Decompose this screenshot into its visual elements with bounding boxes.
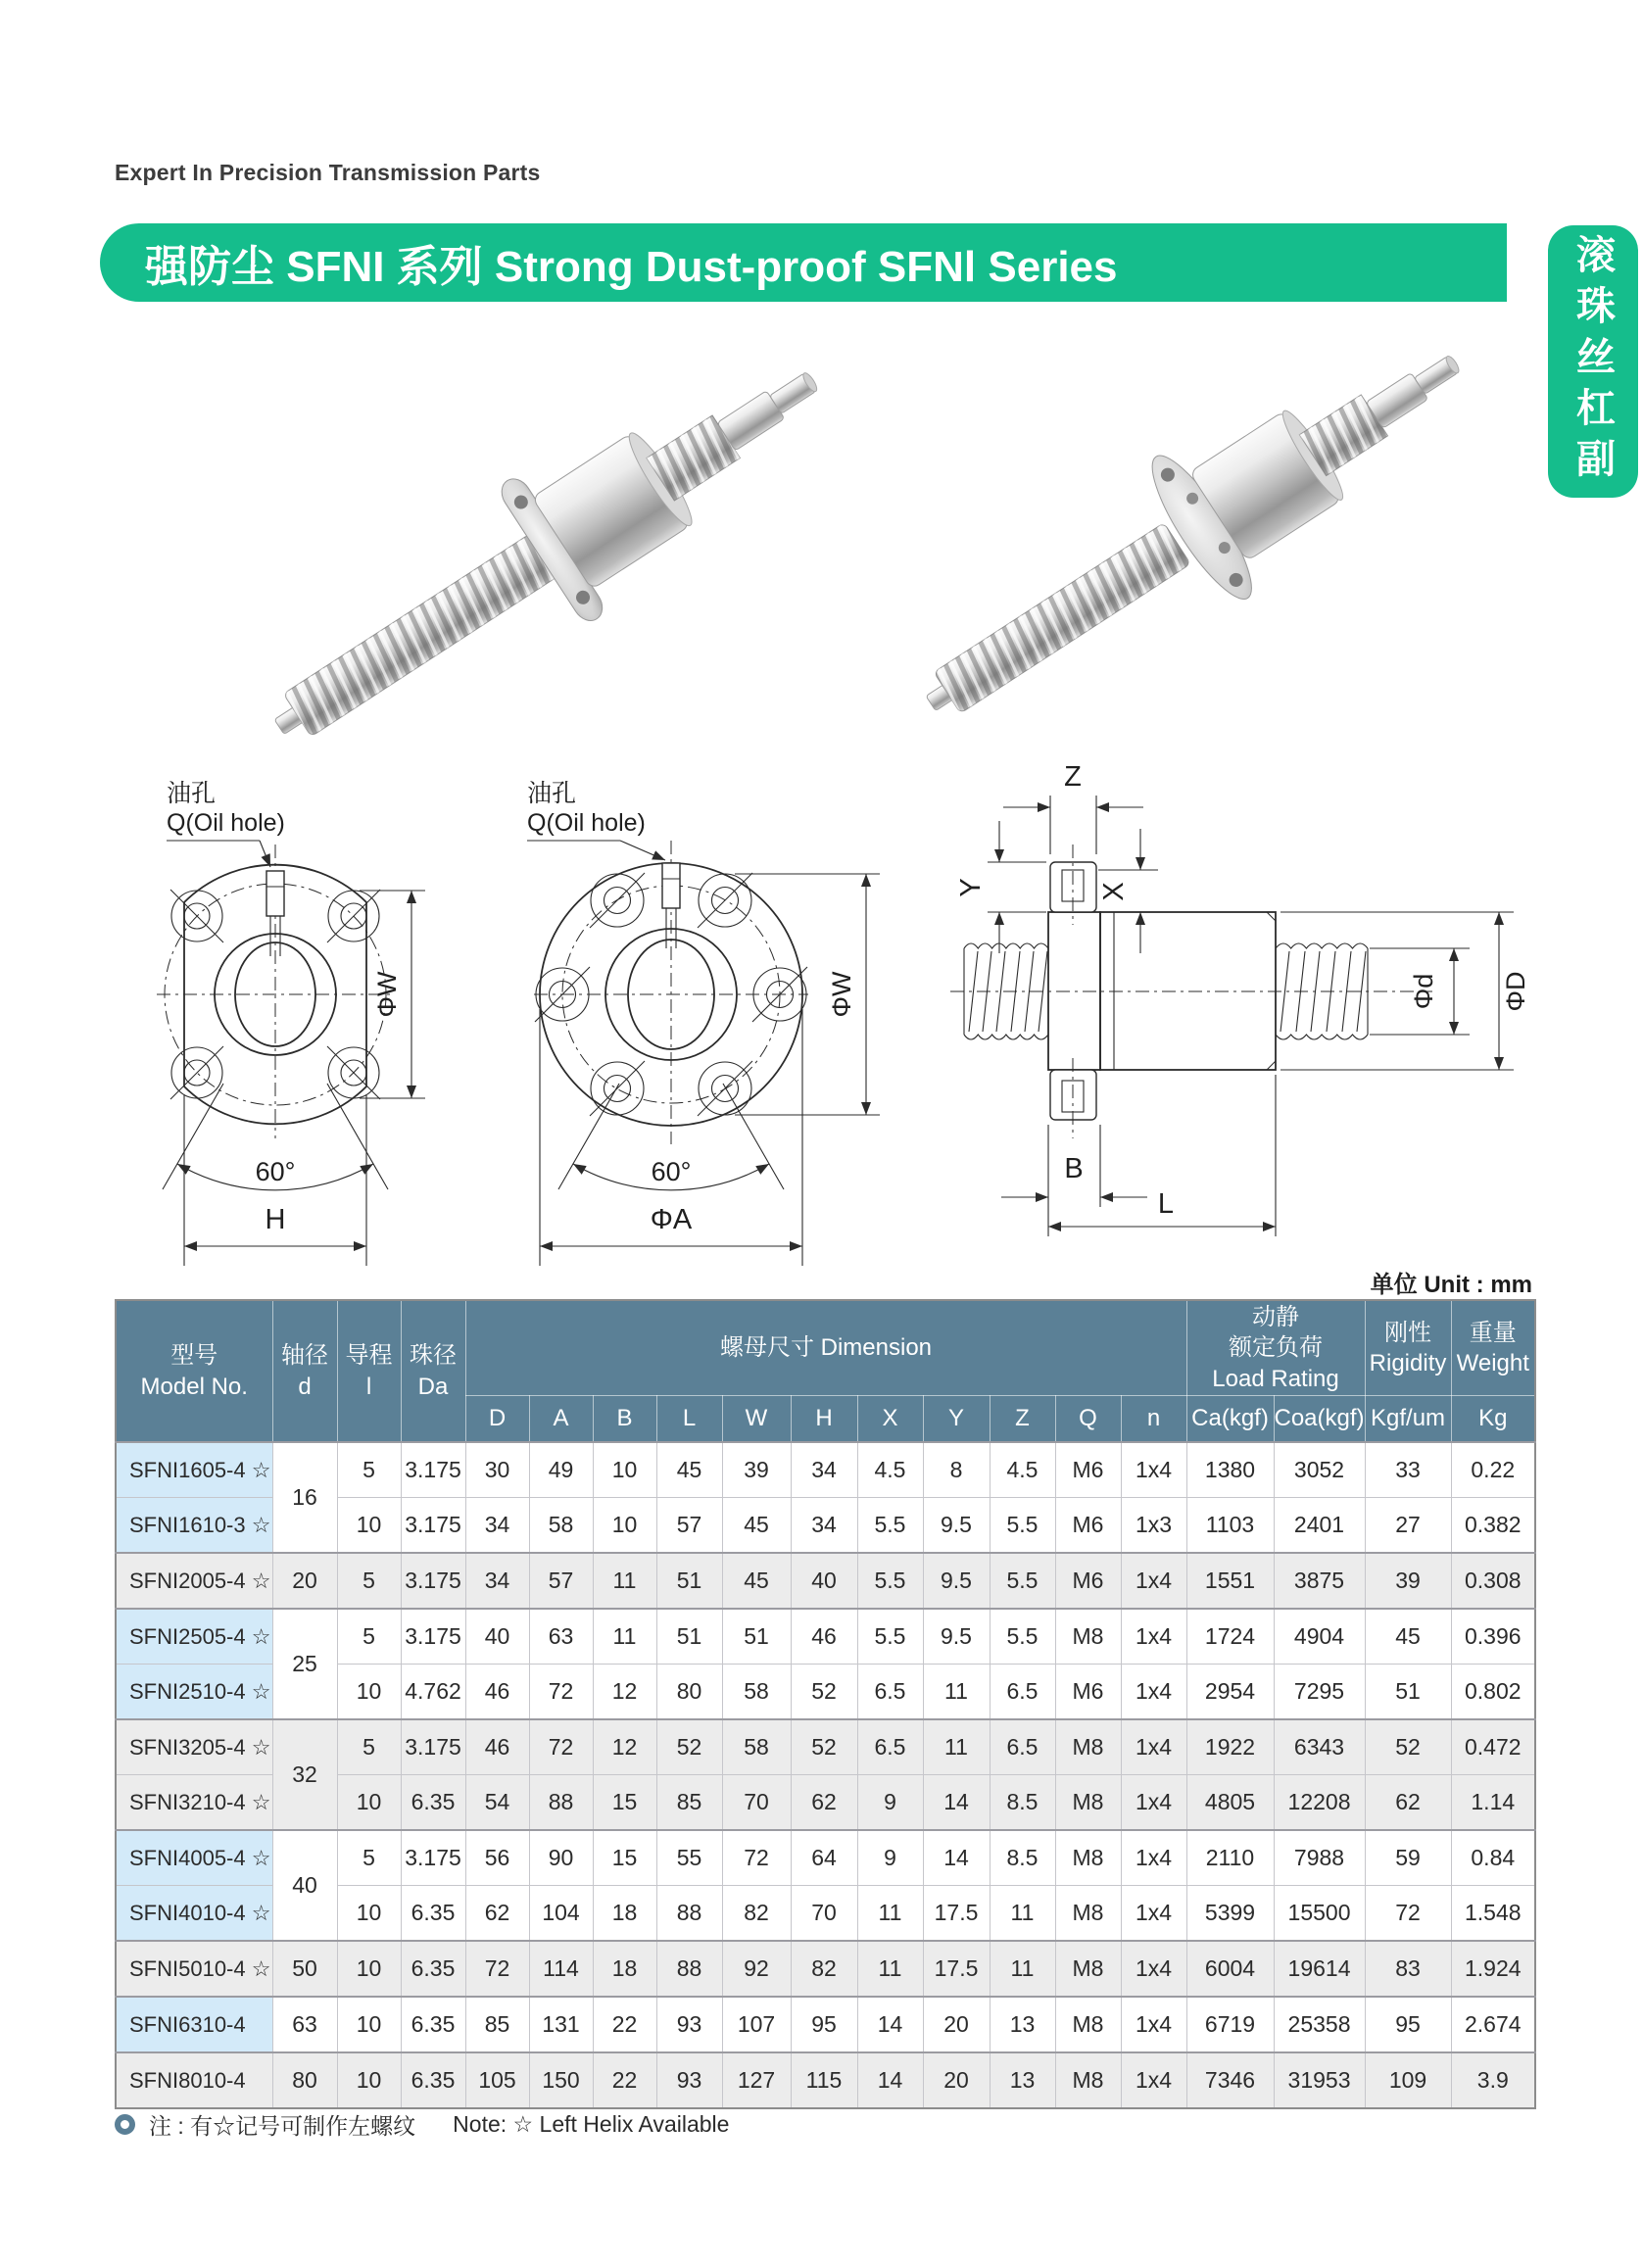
cell: 1103 (1186, 1498, 1274, 1554)
oil-hole-label-zh: 油孔 (527, 780, 577, 807)
cell: 0.308 (1451, 1553, 1535, 1609)
cell: 1x4 (1121, 1609, 1186, 1665)
cell: 115 (791, 2052, 857, 2108)
cell: 17.5 (923, 1941, 990, 1997)
cell: 5.5 (857, 1498, 923, 1554)
cell: 1x3 (1121, 1498, 1186, 1554)
cell: 1x4 (1121, 2052, 1186, 2108)
cell: 27 (1365, 1498, 1451, 1554)
cell: 18 (593, 1941, 656, 1997)
cell: 20 (272, 1553, 337, 1609)
cell: 8 (923, 1442, 990, 1498)
cell: 14 (857, 2052, 923, 2108)
cell: 45 (1365, 1609, 1451, 1665)
cell: 131 (529, 1997, 593, 2052)
cell: 11 (593, 1553, 656, 1609)
cell: 0.802 (1451, 1665, 1535, 1720)
footnote (115, 2108, 729, 2141)
cell: 0.22 (1451, 1442, 1535, 1498)
cell: 93 (656, 2052, 722, 2108)
cell: M8 (1055, 1775, 1121, 1831)
cell: 72 (529, 1665, 593, 1720)
cell: 6.35 (401, 1775, 465, 1831)
cell: 25358 (1274, 1997, 1365, 2052)
cell: 1.548 (1451, 1886, 1535, 1942)
cell: 10 (593, 1498, 656, 1554)
cell: 4.5 (990, 1442, 1055, 1498)
cell: 1551 (1186, 1553, 1274, 1609)
cell: 62 (1365, 1775, 1451, 1831)
cell: 7988 (1274, 1830, 1365, 1886)
cell: 72 (1365, 1886, 1451, 1942)
table-row (116, 1719, 1535, 1775)
cell: 55 (656, 1830, 722, 1886)
col-header-weight: 重量 Weight (1451, 1300, 1535, 1396)
oil-nipple-bottom (1050, 1058, 1096, 1138)
title-banner (100, 223, 1507, 302)
cell: 11 (857, 1941, 923, 1997)
col-subheader: L (656, 1396, 722, 1443)
cell: 150 (529, 2052, 593, 2108)
cell: 1724 (1186, 1609, 1274, 1665)
side-view-section (950, 761, 1530, 1236)
cell: 1x4 (1121, 1997, 1186, 2052)
dim-label-phid: Φd (1409, 973, 1438, 1010)
dim-label-Y: Y (955, 878, 987, 897)
oil-hole-label-zh: 油孔 (167, 780, 217, 807)
cell: 5.5 (857, 1553, 923, 1609)
col-subheader: Coa(kgf) (1274, 1396, 1365, 1443)
cell: 1922 (1186, 1719, 1274, 1775)
cell: 58 (529, 1498, 593, 1554)
cell: 50 (272, 1941, 337, 1997)
col-header-shaft-dia: 轴径 d (272, 1300, 337, 1442)
col-header-ball-dia: 珠径 Da (401, 1300, 465, 1442)
col-subheader: Z (990, 1396, 1055, 1443)
cell: 40 (791, 1553, 857, 1609)
cell: 51 (656, 1553, 722, 1609)
col-subheader: H (791, 1396, 857, 1443)
dim-label-B: B (1064, 1153, 1084, 1184)
cell: 6.35 (401, 1997, 465, 2052)
col-subheader: X (857, 1396, 923, 1443)
cell: 6343 (1274, 1719, 1365, 1775)
cell: 5 (337, 1553, 401, 1609)
cell: 46 (791, 1609, 857, 1665)
cell: 18 (593, 1886, 656, 1942)
cell: 15 (593, 1830, 656, 1886)
dim-label-X: X (1098, 882, 1130, 901)
cell: 19614 (1274, 1941, 1365, 1997)
col-header-model: 型号 Model No. (116, 1300, 272, 1442)
cell: 57 (529, 1553, 593, 1609)
model-cell: SFNI4010-4 ☆ (116, 1886, 272, 1942)
cell: 5.5 (990, 1498, 1055, 1554)
cell: 45 (722, 1553, 791, 1609)
col-header-dimension: 螺母尺寸 Dimension (465, 1300, 1186, 1396)
cell: 34 (791, 1498, 857, 1554)
cell: 88 (529, 1775, 593, 1831)
cell: 3.175 (401, 1498, 465, 1554)
cell: 10 (337, 1775, 401, 1831)
cell: 63 (529, 1609, 593, 1665)
cell: 0.382 (1451, 1498, 1535, 1554)
cell: 80 (656, 1665, 722, 1720)
cell: M8 (1055, 1719, 1121, 1775)
side-tab-ball-screw (1548, 225, 1638, 498)
cell: 39 (1365, 1553, 1451, 1609)
col-subheader: W (722, 1396, 791, 1443)
cell: 8.5 (990, 1830, 1055, 1886)
cell: 20 (923, 2052, 990, 2108)
cell: 62 (791, 1775, 857, 1831)
cell: 9.5 (923, 1609, 990, 1665)
col-header-load-rating: 动静 额定负荷 Load Rating (1186, 1300, 1365, 1396)
cell: 3.175 (401, 1719, 465, 1775)
cell: 6.5 (990, 1665, 1055, 1720)
col-subheader: n (1121, 1396, 1186, 1443)
col-subheader: B (593, 1396, 656, 1443)
table-row (116, 1553, 1535, 1609)
cell: 1x4 (1121, 1719, 1186, 1775)
model-cell: SFNI6310-4 (116, 1997, 272, 2052)
cell: 70 (722, 1775, 791, 1831)
cell: 1x4 (1121, 1442, 1186, 1498)
cell: 105 (465, 2052, 529, 2108)
cell: 104 (529, 1886, 593, 1942)
cell: 13 (990, 1997, 1055, 2052)
oil-hole-nipple (662, 863, 680, 948)
col-subheader: Ca(kgf) (1186, 1396, 1274, 1443)
cell: 3875 (1274, 1553, 1365, 1609)
cell: 11 (857, 1886, 923, 1942)
cell: 46 (465, 1665, 529, 1720)
cell: M8 (1055, 2052, 1121, 2108)
cell: 1x4 (1121, 1886, 1186, 1942)
cell: 88 (656, 1886, 722, 1942)
model-cell: SFNI4005-4 ☆ (116, 1830, 272, 1886)
front-view-square-flange (157, 780, 425, 1266)
cell: 6.35 (401, 1941, 465, 1997)
dim-label-phiD: ΦD (1501, 971, 1530, 1012)
dim-label-phiW: ΦW (827, 971, 856, 1018)
tagline: Expert In Precision Transmission Parts (115, 160, 541, 185)
cell: 39 (722, 1442, 791, 1498)
cell: 127 (722, 2052, 791, 2108)
cell: 51 (722, 1609, 791, 1665)
cell: 0.472 (1451, 1719, 1535, 1775)
unit-label: 单位 Unit : mm (1370, 1272, 1532, 1298)
cell: 7295 (1274, 1665, 1365, 1720)
cell: 2110 (1186, 1830, 1274, 1886)
cell: 34 (465, 1553, 529, 1609)
cell: 6.5 (857, 1719, 923, 1775)
cell: 1.924 (1451, 1941, 1535, 1997)
ring-icon (115, 2114, 135, 2135)
cell: 11 (923, 1719, 990, 1775)
cell: 1x4 (1121, 1553, 1186, 1609)
model-cell: SFNI5010-4 ☆ (116, 1941, 272, 1997)
technical-drawings (98, 754, 1538, 1283)
cell: 10 (337, 1498, 401, 1554)
cell: 3.175 (401, 1553, 465, 1609)
cell: 5 (337, 1830, 401, 1886)
cell: 22 (593, 2052, 656, 2108)
table-row (116, 1609, 1535, 1665)
cell: 56 (465, 1830, 529, 1886)
cell: 90 (529, 1830, 593, 1886)
cell: 22 (593, 1997, 656, 2052)
cell: M6 (1055, 1498, 1121, 1554)
cell: 85 (465, 1997, 529, 2052)
cell: 72 (465, 1941, 529, 1997)
cell: 9 (857, 1775, 923, 1831)
cell: 58 (722, 1665, 791, 1720)
spec-table (115, 1299, 1536, 2109)
cell: 57 (656, 1498, 722, 1554)
model-cell: SFNI3205-4 ☆ (116, 1719, 272, 1775)
col-subheader: Q (1055, 1396, 1121, 1443)
oil-hole-label-en: Q(Oil hole) (167, 809, 285, 837)
cell: 10 (337, 1997, 401, 2052)
front-view-round-flange (527, 780, 880, 1266)
cell: 45 (656, 1442, 722, 1498)
cell: 11 (593, 1609, 656, 1665)
cell: 11 (923, 1665, 990, 1720)
cell: 64 (791, 1830, 857, 1886)
cell: 0.84 (1451, 1830, 1535, 1886)
dim-label-L: L (1157, 1188, 1175, 1220)
cell: 14 (923, 1830, 990, 1886)
cell: M8 (1055, 1886, 1121, 1942)
cell: 14 (857, 1997, 923, 2052)
cell: 12208 (1274, 1775, 1365, 1831)
cell: M8 (1055, 1609, 1121, 1665)
cell: 5399 (1186, 1886, 1274, 1942)
cell: 11 (990, 1941, 1055, 1997)
table-row (116, 2052, 1535, 2108)
cell: 6.5 (857, 1665, 923, 1720)
cell: 3.175 (401, 1830, 465, 1886)
col-subheader: D (465, 1396, 529, 1443)
cell: 33 (1365, 1442, 1451, 1498)
dim-label-H: H (265, 1204, 286, 1235)
cell: 3052 (1274, 1442, 1365, 1498)
cell: 6.35 (401, 2052, 465, 2108)
cell: 62 (465, 1886, 529, 1942)
cell: 6.35 (401, 1886, 465, 1942)
cell: 52 (656, 1719, 722, 1775)
cell: 12 (593, 1719, 656, 1775)
model-cell: SFNI2005-4 ☆ (116, 1553, 272, 1609)
cell: M8 (1055, 1941, 1121, 1997)
cell: 2401 (1274, 1498, 1365, 1554)
cell: 109 (1365, 2052, 1451, 2108)
cell: 5 (337, 1609, 401, 1665)
cell: 15500 (1274, 1886, 1365, 1942)
product-photos (196, 353, 1470, 774)
cell: 82 (722, 1886, 791, 1942)
cell: 92 (722, 1941, 791, 1997)
col-subheader: A (529, 1396, 593, 1443)
cell: 9.5 (923, 1498, 990, 1554)
cell: 16 (272, 1442, 337, 1553)
cell: 70 (791, 1886, 857, 1942)
cell: 40 (272, 1830, 337, 1941)
cell: 0.396 (1451, 1609, 1535, 1665)
cell: M6 (1055, 1442, 1121, 1498)
cell: 8.5 (990, 1775, 1055, 1831)
cell: 10 (337, 1886, 401, 1942)
cell: 14 (923, 1775, 990, 1831)
col-subheader: Kgf/um (1365, 1396, 1451, 1443)
cell: 9.5 (923, 1553, 990, 1609)
cell: 45 (722, 1498, 791, 1554)
cell: 10 (337, 2052, 401, 2108)
cell: 40 (465, 1609, 529, 1665)
cell: 95 (791, 1997, 857, 2052)
cell: 1x4 (1121, 1941, 1186, 1997)
cell: 72 (722, 1830, 791, 1886)
dim-label-angle: 60° (255, 1157, 296, 1186)
model-cell: SFNI8010-4 (116, 2052, 272, 2108)
cell: 1x4 (1121, 1775, 1186, 1831)
spec-table-body (116, 1442, 1535, 2108)
cell: 63 (272, 1997, 337, 2052)
table-row (116, 1997, 1535, 2052)
cell: 52 (791, 1719, 857, 1775)
cell: 82 (791, 1941, 857, 1997)
cell: 10 (337, 1941, 401, 1997)
dim-label-angle: 60° (651, 1157, 692, 1186)
cell: 9 (857, 1830, 923, 1886)
cell: 20 (923, 1997, 990, 2052)
footnote-zh: 注 : 有☆记号可制作左螺纹 (149, 2113, 416, 2139)
cell: 17.5 (923, 1886, 990, 1942)
cell: 31953 (1274, 2052, 1365, 2108)
cell: 1380 (1186, 1442, 1274, 1498)
cell: 4.762 (401, 1665, 465, 1720)
col-subheader: Y (923, 1396, 990, 1443)
cell: 80 (272, 2052, 337, 2108)
cell: 85 (656, 1775, 722, 1831)
cell: 32 (272, 1719, 337, 1830)
cell: 2.674 (1451, 1997, 1535, 2052)
table-row (116, 1830, 1535, 1886)
model-cell: SFNI1605-4 ☆ (116, 1442, 272, 1498)
cell: 49 (529, 1442, 593, 1498)
col-subheader: Kg (1451, 1396, 1535, 1443)
cell: 34 (465, 1498, 529, 1554)
cell: M8 (1055, 1997, 1121, 2052)
table-row (116, 1442, 1535, 1498)
cell: 11 (990, 1886, 1055, 1942)
dim-label-phiW: ΦW (372, 971, 402, 1018)
cell: 1x4 (1121, 1665, 1186, 1720)
cell: 3.175 (401, 1442, 465, 1498)
cell: 5.5 (990, 1609, 1055, 1665)
cell: 7346 (1186, 2052, 1274, 2108)
model-cell: SFNI2505-4 ☆ (116, 1609, 272, 1665)
model-cell: SFNI2510-4 ☆ (116, 1665, 272, 1720)
ball-screw-photo-square-flange (234, 353, 858, 774)
cell: 1x4 (1121, 1830, 1186, 1886)
cell: 2954 (1186, 1665, 1274, 1720)
cell: 15 (593, 1775, 656, 1831)
ball-screw-photo-round-flange (885, 353, 1470, 774)
cell: 34 (791, 1442, 857, 1498)
cell: 5.5 (990, 1553, 1055, 1609)
cell: 51 (1365, 1665, 1451, 1720)
cell: M6 (1055, 1665, 1121, 1720)
cell: 12 (593, 1665, 656, 1720)
cell: 13 (990, 2052, 1055, 2108)
col-header-rigidity: 刚性 Rigidity (1365, 1300, 1451, 1396)
cell: 46 (465, 1719, 529, 1775)
cell: 51 (656, 1609, 722, 1665)
model-cell: SFNI1610-3 ☆ (116, 1498, 272, 1554)
dim-label-phiA: ΦA (650, 1204, 693, 1235)
oil-hole-label-en: Q(Oil hole) (527, 809, 646, 837)
cell: 4805 (1186, 1775, 1274, 1831)
cell: 95 (1365, 1997, 1451, 2052)
cell: 30 (465, 1442, 529, 1498)
cell: 54 (465, 1775, 529, 1831)
cell: 10 (593, 1442, 656, 1498)
cell: 88 (656, 1941, 722, 1997)
dim-label-Z: Z (1064, 761, 1082, 793)
page-title: 强防尘 SFNI 系列 Strong Dust-proof SFNl Series (145, 243, 1118, 291)
cell: 1.14 (1451, 1775, 1535, 1831)
cell: 72 (529, 1719, 593, 1775)
cell: 4.5 (857, 1442, 923, 1498)
cell: 107 (722, 1997, 791, 2052)
cell: M6 (1055, 1553, 1121, 1609)
cell: 114 (529, 1941, 593, 1997)
cell: 10 (337, 1665, 401, 1720)
cell: 93 (656, 1997, 722, 2052)
cell: 5.5 (857, 1609, 923, 1665)
col-header-lead: 导程 l (337, 1300, 401, 1442)
cell: 59 (1365, 1830, 1451, 1886)
cell: 5 (337, 1442, 401, 1498)
side-tab-label: 滚珠丝杠副 (1571, 234, 1615, 489)
cell: 5 (337, 1719, 401, 1775)
cell: 83 (1365, 1941, 1451, 1997)
cell: 3.9 (1451, 2052, 1535, 2108)
cell: 4904 (1274, 1609, 1365, 1665)
model-cell: SFNI3210-4 ☆ (116, 1775, 272, 1831)
cell: 58 (722, 1719, 791, 1775)
cell: 3.175 (401, 1609, 465, 1665)
footnote-en: Note: ☆ Left Helix Available (453, 2111, 730, 2137)
cell: M8 (1055, 1830, 1121, 1886)
cell: 6004 (1186, 1941, 1274, 1997)
oil-nipple-top (1050, 844, 1096, 925)
cell: 52 (1365, 1719, 1451, 1775)
table-row (116, 1941, 1535, 1997)
cell: 25 (272, 1609, 337, 1719)
cell: 6.5 (990, 1719, 1055, 1775)
cell: 52 (791, 1665, 857, 1720)
cell: 6719 (1186, 1997, 1274, 2052)
